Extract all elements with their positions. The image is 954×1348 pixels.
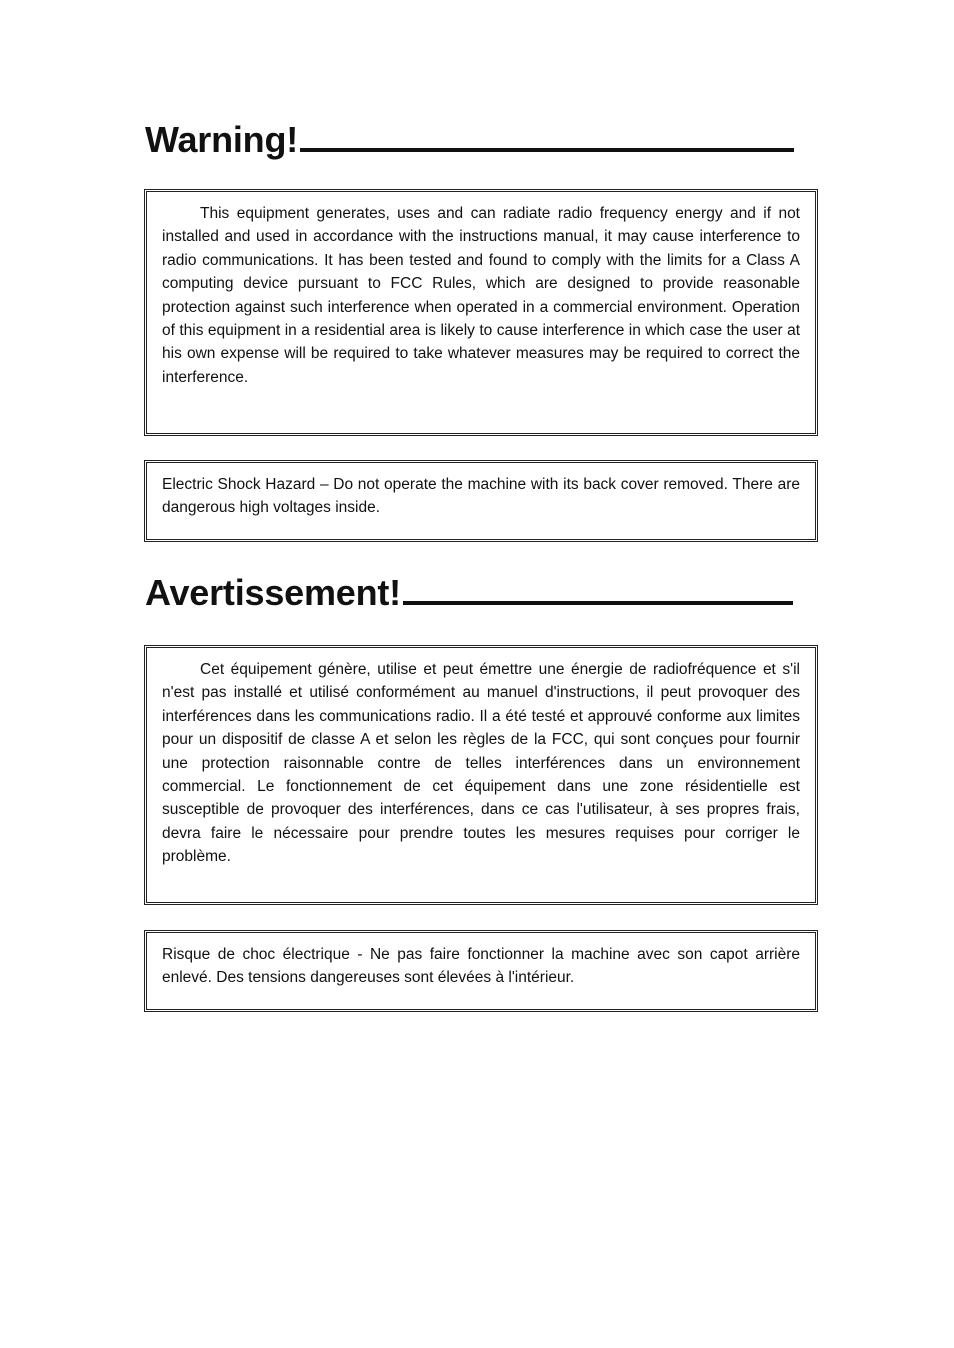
heading-underline [300,148,794,152]
shock-notice-box-fr [144,930,818,1012]
fcc-notice-text-en: This equipment generates, uses and can radiate radio frequency energy and if not installed and used in accordance with the instructions manual, it may cause interference to radio communications. It has been tested and found to comply with the limits for a Class A computing device pursuant to FCC Rules, which are designed to provide reasonable protection against such interference when operated in a commercial environment. Operation of this equipment in a residential area is likely to cause interference in which case the user at his own expense will be required to take whatever measures may be required to correct the interference. [162,205,800,386]
fcc-notice-box-fr [144,645,818,905]
warning-title: Warning! [145,119,299,160]
warning-heading [145,118,794,162]
shock-notice-box-en [144,460,818,542]
fcc-notice-text-fr: Cet équipement génère, utilise et peut émettre une énergie de radiofréquence et s'il n'est pas installé et utilisé conformément au manuel d'instructions, il peut provoquer des interférences dans les communications radio. Il a été testé et approuvé conforme aux limites pour un dispositif de classe A et selon les règles de la FCC, qui sont conçues pour fournir une protection raisonnable contre de telles interférences dans un environnement commercial. Le fonctionnement de cet équipement dans une zone résidentielle est susceptible de provoquer des interférences, dans ce cas l'utilisateur, à ses propres frais, devra faire le nécessaire pour prendre toutes les mesures requises pour corriger le problème. [162,661,800,866]
avertissement-title: Avertissement! [145,572,401,613]
heading-underline [403,601,793,605]
shock-notice-text-en: Electric Shock Hazard – Do not operate the machine with its back cover removed. There are dangerous high voltages inside. [162,476,800,517]
shock-notice-text-fr: Risque de choc électrique - Ne pas faire fonctionner la machine avec son capot arrière enlevé. Des tensions dangereuses sont élevées à l'intérieur. [162,946,800,987]
avertissement-heading [145,571,793,615]
fcc-notice-box-en [144,189,818,436]
